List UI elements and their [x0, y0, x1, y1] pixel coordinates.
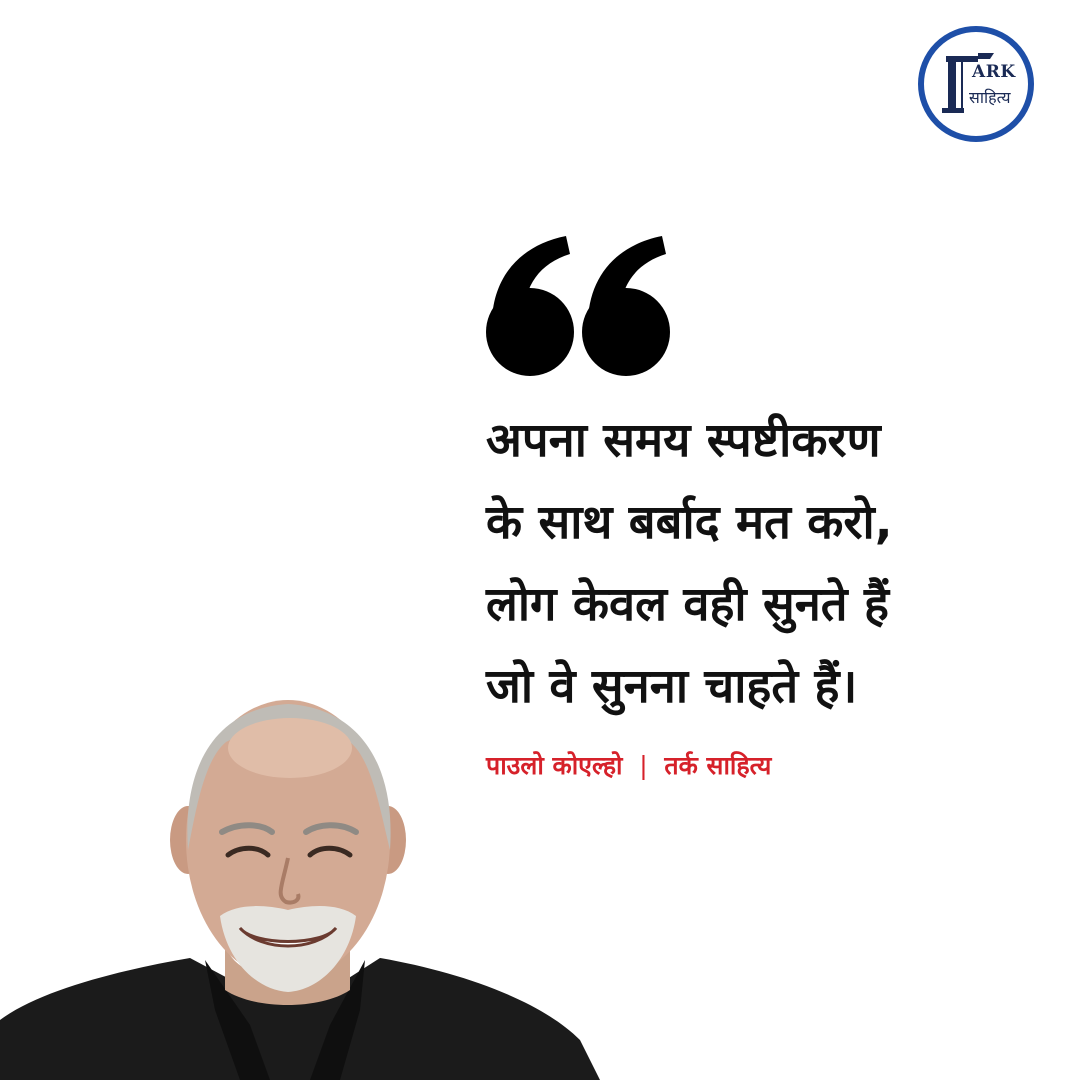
brand-logo[interactable] [918, 26, 1034, 142]
opening-double-quote-icon [486, 232, 676, 382]
logo-text-devanagari: साहित्य [969, 88, 1011, 107]
author-portrait-image [0, 690, 620, 1080]
source-name: तर्क साहित्य [664, 751, 772, 780]
quote-line-4: जो वे सुनना चाहते हैं। [486, 659, 858, 714]
quote-line-3: लोग केवल वही सुनते हैं [486, 577, 889, 632]
quote-line-1: अपना समय स्पष्टीकरण [486, 413, 881, 468]
pen-nib-T-icon [924, 32, 1028, 136]
author-name: पाउलो कोएल्हो [486, 751, 623, 780]
quote-text [486, 400, 1046, 728]
attribution-separator: | [639, 751, 648, 780]
quote-line-2: के साथ बर्बाद मत करो, [486, 495, 893, 550]
logo-text-latin: ARK [972, 62, 1016, 82]
